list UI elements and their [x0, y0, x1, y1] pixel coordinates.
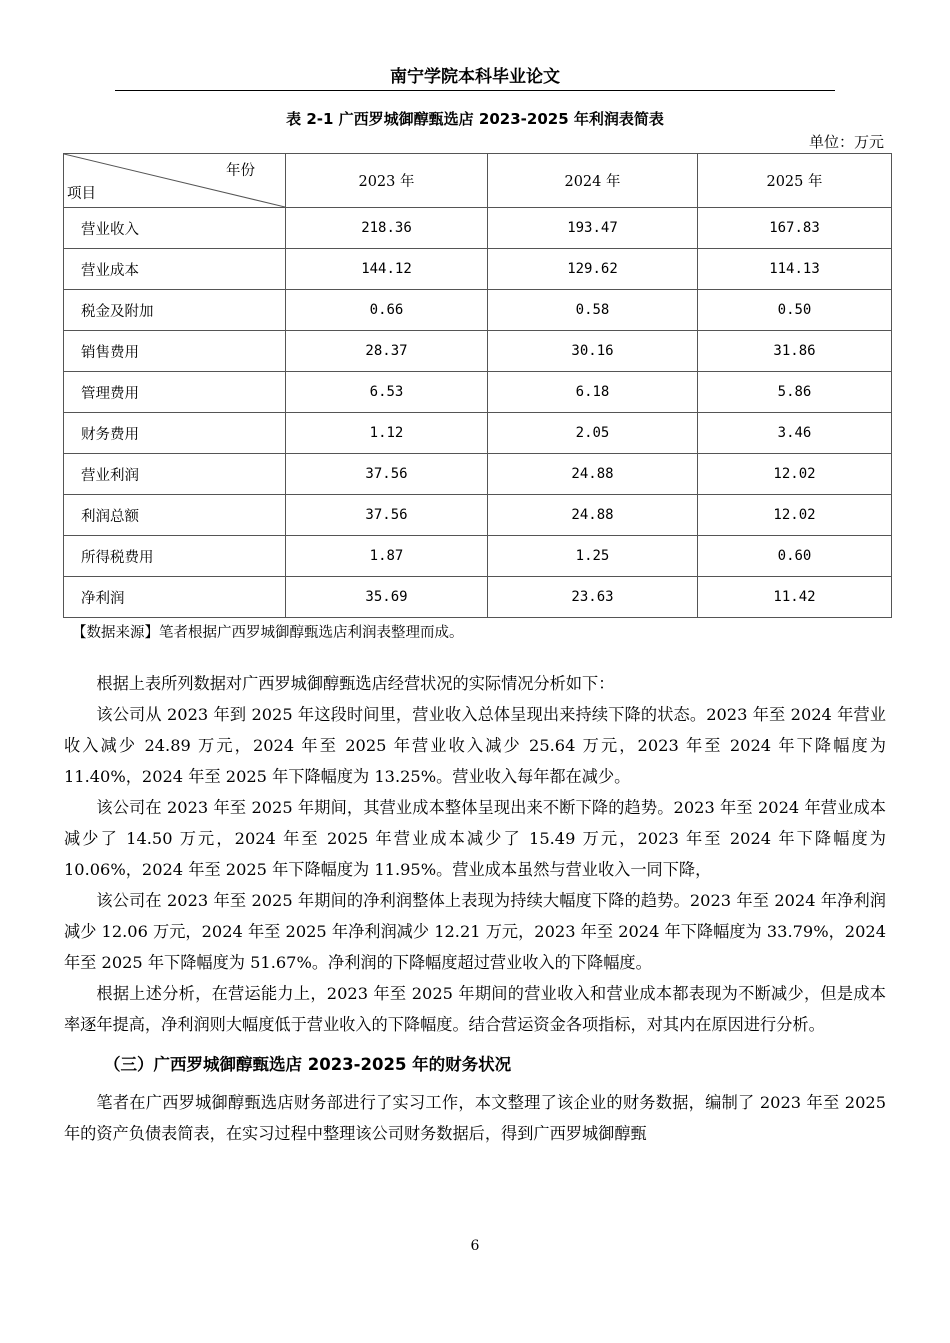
table-row — [64, 495, 892, 536]
table-cell: 11.42 — [698, 577, 892, 618]
table-cell: 167.83 — [698, 208, 892, 249]
running-header: 南宁学院本科毕业论文 — [115, 62, 835, 91]
table-header-row — [64, 154, 892, 208]
table-row — [64, 577, 892, 618]
section-heading: （三）广西罗城御醇甄选店 2023-2025 年的财务状况 — [104, 1055, 512, 1074]
table-cell: 1.25 — [488, 536, 698, 577]
table-cell: 193.47 — [488, 208, 698, 249]
table-cell: 1.12 — [286, 413, 488, 454]
income-statement-table — [63, 153, 892, 618]
table-cell: 2.05 — [488, 413, 698, 454]
table-cell: 0.66 — [286, 290, 488, 331]
column-header: 2025 年 — [698, 154, 892, 208]
table-cell: 6.18 — [488, 372, 698, 413]
table-row — [64, 331, 892, 372]
unit-label: 单位：万元 — [808, 133, 884, 151]
corner-year-label: 年份 — [226, 163, 255, 179]
row-label: 管理费用 — [64, 372, 286, 413]
table-cell: 5.86 — [698, 372, 892, 413]
table-cell: 0.58 — [488, 290, 698, 331]
table-cell: 0.50 — [698, 290, 892, 331]
paragraph: 根据上表所列数据对广西罗城御醇甄选店经营状况的实际情况分析如下： — [96, 674, 615, 693]
paragraph: 该公司在 2023 年至 2025 年期间，其营业成本整体呈现出来不断下降的趋势。2023 年至 2024 年营业成本减少了 14.50 万元，2024 年至 2025 年营业成本减少了 15.49 万元，2023 年至 2024 年下降幅度为 10.06%，2024 年至 2025 年下降幅度为 11.95%。营业成本虽然与营业收入一同下降， — [64, 798, 886, 879]
row-label: 营业成本 — [64, 249, 286, 290]
column-header: 2024 年 — [488, 154, 698, 208]
table-row — [64, 290, 892, 331]
table-row — [64, 372, 892, 413]
table-cell: 3.46 — [698, 413, 892, 454]
table-caption: 表 2-1 广西罗城御醇甄选店 2023-2025 年利润表简表 — [286, 110, 664, 128]
table-cell: 6.53 — [286, 372, 488, 413]
table-cell: 37.56 — [286, 495, 488, 536]
table-row — [64, 249, 892, 290]
table-cell: 31.86 — [698, 331, 892, 372]
paragraph: 笔者在广西罗城御醇甄选店财务部进行了实习工作，本文整理了该企业的财务数据，编制了 2023 年至 2025 年的资产负债表简表，在实习过程中整理该公司财务数据后，得到广西罗城御醇甄 — [64, 1093, 886, 1143]
body-text — [64, 668, 886, 1149]
paragraph: 该公司在 2023 年至 2025 年期间的净利润整体上表现为持续大幅度下降的趋势。2023 年至 2024 年净利润减少 12.06 万元，2024 年至 2025 年净利润减少 12.21 万元，2023 年至 2024 年下降幅度为 33.79%，2024 年至 2025 年下降幅度为 51.67%。净利润的下降幅度超过营业收入的下降幅度。 — [64, 891, 886, 972]
table-cell: 129.62 — [488, 249, 698, 290]
table-cell: 23.63 — [488, 577, 698, 618]
row-label: 财务费用 — [64, 413, 286, 454]
table-row — [64, 536, 892, 577]
column-header: 2023 年 — [286, 154, 488, 208]
table-cell: 24.88 — [488, 495, 698, 536]
data-source-note: 【数据来源】笔者根据广西罗城御醇甄选店利润表整理而成。 — [72, 625, 464, 641]
row-label: 营业收入 — [64, 208, 286, 249]
table-corner-cell — [64, 154, 286, 208]
table-cell: 0.60 — [698, 536, 892, 577]
row-label: 利润总额 — [64, 495, 286, 536]
table-cell: 28.37 — [286, 331, 488, 372]
table-cell: 12.02 — [698, 495, 892, 536]
paragraph: 根据上述分析，在营运能力上，2023 年至 2025 年期间的营业收入和营业成本都表现为不断减少，但是成本率逐年提高，净利润则大幅度低于营业收入的下降幅度。结合营运资金各项指标，对其内在原因进行分析。 — [64, 984, 886, 1034]
table-cell: 1.87 — [286, 536, 488, 577]
corner-item-label: 项目 — [67, 186, 96, 202]
table-cell: 24.88 — [488, 454, 698, 495]
table-cell: 12.02 — [698, 454, 892, 495]
paragraph: 该公司从 2023 年到 2025 年这段时间里，营业收入总体呈现出来持续下降的状态。2023 年至 2024 年营业收入减少 24.89 万元，2024 年至 2025 年营业收入减少 25.64 万元，2023 年至 2024 年下降幅度为 11.40%，2024 年至 2025 年下降幅度为 13.25%。营业收入每年都在减少。 — [64, 705, 886, 786]
row-label: 销售费用 — [64, 331, 286, 372]
table-cell: 114.13 — [698, 249, 892, 290]
table-cell: 37.56 — [286, 454, 488, 495]
row-label: 所得税费用 — [64, 536, 286, 577]
table-cell: 218.36 — [286, 208, 488, 249]
table-cell: 30.16 — [488, 331, 698, 372]
table-cell: 144.12 — [286, 249, 488, 290]
table-cell: 35.69 — [286, 577, 488, 618]
table-row — [64, 413, 892, 454]
page-number: 6 — [470, 1238, 480, 1254]
table-row — [64, 208, 892, 249]
row-label: 税金及附加 — [64, 290, 286, 331]
row-label: 营业利润 — [64, 454, 286, 495]
row-label: 净利润 — [64, 577, 286, 618]
table-row — [64, 454, 892, 495]
